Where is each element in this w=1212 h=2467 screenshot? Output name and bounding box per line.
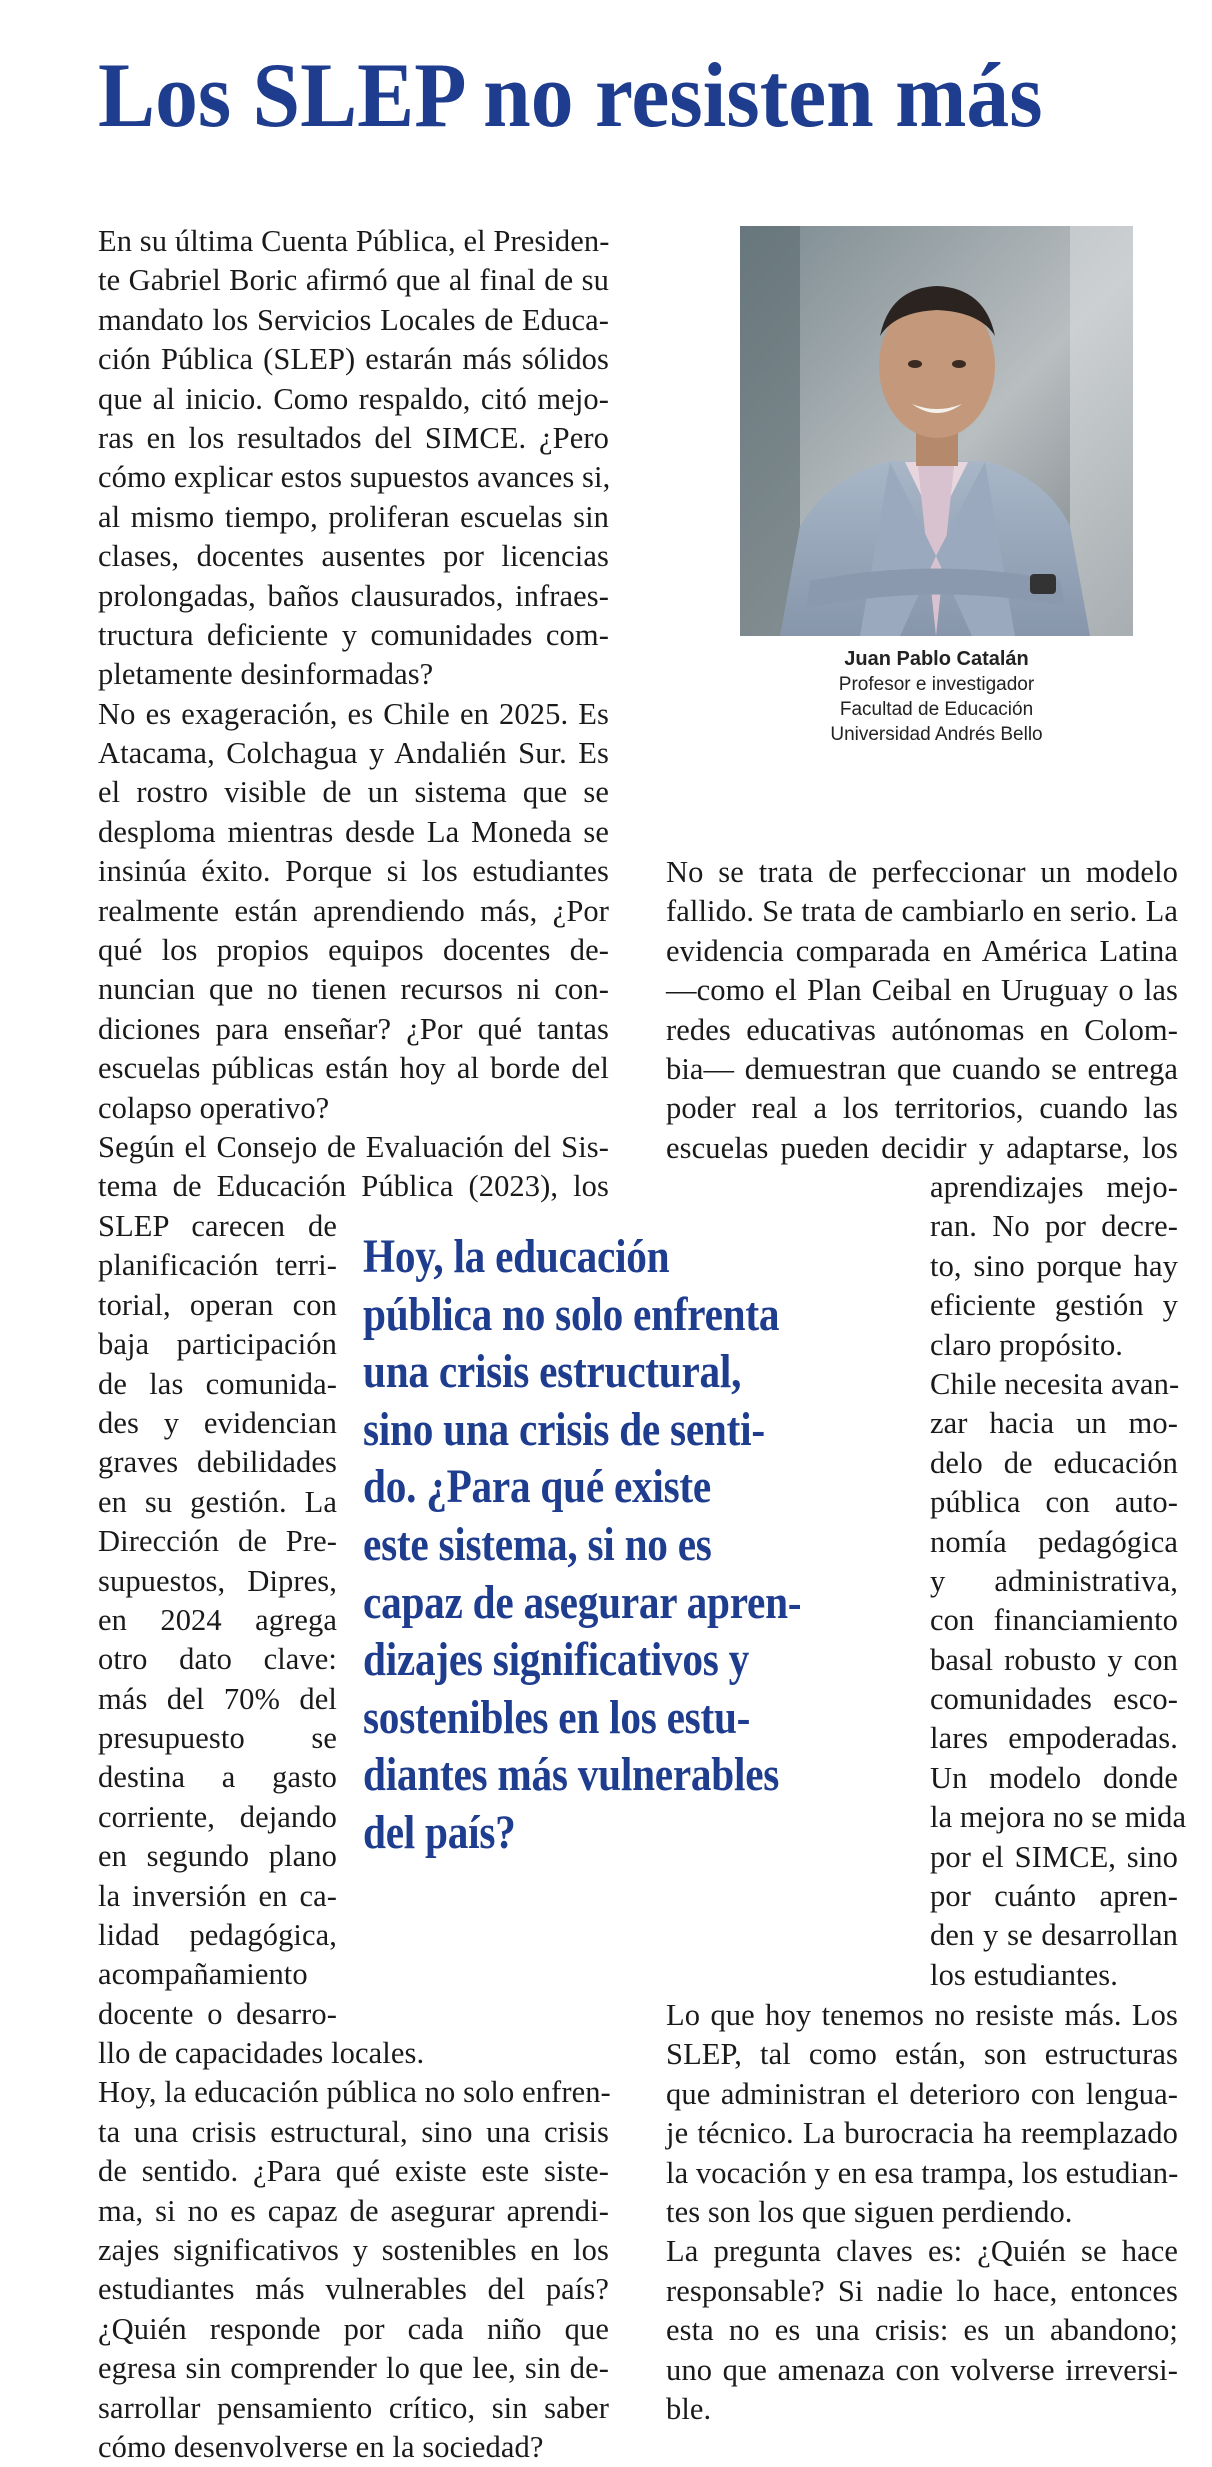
text-line: corriente, dejando	[98, 1799, 337, 1834]
text-line: por el SIMCE, sino	[930, 1839, 1178, 1874]
author-university: Universidad Andrés Bello	[830, 724, 1043, 745]
article-title: Los SLEP no resisten más	[98, 44, 1043, 146]
author-faculty: Facultad de Educación	[839, 699, 1034, 720]
text-line: escuelas pueden decidir y adaptarse, los	[666, 1130, 1178, 1165]
text-line: que al inicio. Como respaldo, citó mejo-	[98, 381, 609, 416]
text-line: de las comunida-	[98, 1366, 337, 1401]
text-line: evidencia comparada en América Latina	[666, 933, 1178, 968]
text-line: desploma mientras desde La Moneda se	[98, 814, 609, 849]
text-line: con financiamiento	[930, 1603, 1178, 1638]
column-2-bottom	[666, 1996, 1178, 2429]
text-line: al mismo tiempo, proliferan escuelas sin	[98, 499, 609, 534]
text-line: des y evidencian	[98, 1405, 337, 1440]
text-line: La pregunta claves es: ¿Quién se hace	[666, 2234, 1178, 2269]
text-line: por cuánto apren-	[930, 1879, 1178, 1914]
text-line: lidad pedagógica,	[98, 1918, 337, 1953]
column-1-top	[98, 222, 609, 1207]
text-line: y administrativa,	[930, 1563, 1178, 1598]
text-line: ran. No por decre-	[930, 1209, 1178, 1244]
text-line: Según el Consejo de Evaluación del Sis-	[98, 1129, 609, 1164]
text-line: sarrollar pensamiento crítico, sin saber	[98, 2390, 609, 2425]
text-line: aprendizajes mejo-	[930, 1170, 1178, 1204]
text-line: ción Pública (SLEP) estarán más sólidos	[98, 342, 609, 377]
text-line: de sentido. ¿Para qué existe este siste-	[98, 2154, 609, 2189]
text-line: clases, docentes ausentes por licencias	[98, 539, 609, 574]
text-line: llo de capacidades locales.	[98, 2036, 425, 2070]
text-line: estudiantes más vulnerables del país?	[98, 2272, 609, 2307]
text-line: uno que amenaza con volverse irreversi-	[666, 2352, 1178, 2387]
text-line: docente o desarro-	[98, 1996, 337, 2031]
pull-quote-line: diantes más vulnerables	[363, 1748, 780, 1802]
text-line: te Gabriel Boric afirmó que al final de su	[98, 263, 609, 298]
text-line: den y se desarrollan	[930, 1918, 1178, 1953]
text-line: supuestos, Dipres,	[98, 1563, 337, 1598]
text-line: en segundo plano	[98, 1839, 337, 1874]
text-line: la inversión en ca-	[98, 1878, 337, 1913]
text-line: basal robusto y con	[930, 1642, 1178, 1677]
text-line: mandato los Servicios Locales de Educa-	[98, 302, 609, 337]
pull-quote-line: capaz de asegurar apren-	[363, 1575, 802, 1629]
text-line: eficiente gestión y	[930, 1288, 1178, 1323]
text-line: más del 70% del	[98, 1681, 337, 1716]
text-line: zajes significativos y sostenibles en los	[98, 2232, 609, 2267]
text-line: bia— demuestran que cuando se entrega	[666, 1051, 1178, 1086]
pull-quote-line: sino una crisis de senti-	[363, 1402, 765, 1456]
text-line: cómo desenvolverse en la sociedad?	[98, 2429, 544, 2464]
text-line: No se trata de perfeccionar un modelo	[666, 855, 1178, 889]
text-line: en 2024 agrega	[98, 1602, 337, 1637]
text-line: ble.	[666, 2391, 712, 2426]
text-line: nuncian que no tienen recursos ni con-	[98, 972, 609, 1007]
text-line: ¿Quién responde por cada niño que	[98, 2311, 609, 2346]
column-2-narrow	[930, 1168, 1187, 1995]
text-line: los estudiantes.	[930, 1957, 1118, 1992]
text-line: SLEP carecen de	[98, 1209, 337, 1243]
text-line: redes educativas autónomas en Colom-	[666, 1012, 1178, 1047]
text-line: baja participación	[98, 1327, 337, 1362]
text-line: Lo que hoy tenemos no resiste más. Los	[666, 1998, 1178, 2032]
text-line: acompañamiento	[98, 1957, 308, 1992]
pull-quote-line: dizajes significativos y	[363, 1633, 749, 1687]
text-line: el rostro visible de un sistema que se	[98, 775, 609, 810]
text-line: Un modelo donde	[930, 1760, 1178, 1795]
column-2-top	[666, 853, 1178, 1168]
text-line: fallido. Se trata de cambiarlo en serio. La	[666, 894, 1178, 929]
text-line: prolongadas, baños clausurados, infraes-	[98, 578, 609, 613]
text-line: nomía pedagógica	[930, 1524, 1178, 1559]
text-line: to, sino porque hay	[930, 1248, 1178, 1283]
text-line: responsable? Si nadie lo hace, entonces	[666, 2273, 1178, 2308]
text-line: la vocación y en esa trampa, los estudian-	[666, 2155, 1179, 2190]
text-line: torial, operan con	[98, 1287, 337, 1322]
text-line: ras en los resultados del SIMCE. ¿Pero	[98, 420, 609, 455]
pull-quote-line: do. ¿Para qué existe	[363, 1460, 711, 1514]
text-line: Atacama, Colchagua y Andalién Sur. Es	[98, 736, 609, 771]
text-line: presupuesto se	[98, 1721, 337, 1756]
author-caption	[740, 646, 1133, 747]
text-line: realmente están aprendiendo más, ¿Por	[98, 893, 609, 928]
text-line: colapso operativo?	[98, 1090, 330, 1125]
text-line: Dirección de Pre-	[98, 1524, 337, 1559]
pull-quote	[363, 1228, 873, 1862]
text-line: No es exageración, es Chile en 2025. Es	[98, 696, 609, 731]
text-line: pletamente desinformadas?	[98, 657, 434, 692]
text-line: SLEP, tal como están, son estructuras	[666, 2037, 1178, 2072]
author-photo	[740, 226, 1133, 636]
text-line: graves debilidades	[98, 1445, 337, 1480]
text-line: Hoy, la educación pública no solo enfren-	[98, 2075, 611, 2110]
text-line: pública con auto-	[930, 1485, 1178, 1520]
text-line: escuelas públicas están hoy al borde del	[98, 1051, 609, 1086]
text-line: esta no es una crisis: es un abandono;	[666, 2313, 1178, 2348]
text-line: tructura deficiente y comunidades com-	[98, 617, 609, 652]
text-line: comunidades esco-	[930, 1682, 1178, 1717]
text-line: je técnico. La burocracia ha reemplazado	[666, 2116, 1178, 2151]
text-line: zar hacia un mo-	[930, 1406, 1178, 1441]
text-line: claro propósito.	[930, 1327, 1124, 1362]
pull-quote-line: una crisis estructural,	[363, 1345, 742, 1399]
text-line: qué los propios equipos docentes de-	[98, 933, 609, 968]
author-name: Juan Pablo Catalán	[844, 648, 1029, 670]
text-line: insinúa éxito. Porque si los estudiantes	[98, 854, 609, 889]
text-line: destina a gasto	[98, 1760, 337, 1795]
text-line: lares empoderadas.	[930, 1721, 1178, 1756]
text-line: otro dato clave:	[98, 1642, 337, 1677]
author-role: Profesor e investigador	[838, 674, 1035, 695]
text-line: ma, si no es capaz de asegurar aprendi-	[98, 2193, 609, 2228]
text-line: que administran el deterioro con lengua-	[666, 2076, 1178, 2111]
pull-quote-line: Hoy, la educación	[363, 1230, 670, 1283]
text-line: ta una crisis estructural, sino una crisis	[98, 2114, 609, 2149]
column-1-bottom	[98, 2034, 609, 2467]
text-line: —como el Plan Ceibal en Uruguay o las	[666, 973, 1178, 1008]
pull-quote-line: sostenibles en los estu-	[363, 1690, 751, 1744]
text-line: la mejora no se mida	[930, 1800, 1187, 1835]
text-line: diciones para enseñar? ¿Por qué tantas	[98, 1011, 609, 1046]
text-line: egresa sin comprender lo que lee, sin de-	[98, 2351, 609, 2386]
text-line: en su gestión. La	[98, 1484, 337, 1519]
text-line: cómo explicar estos supuestos avances si,	[98, 460, 611, 495]
text-line: Chile necesita avan-	[930, 1366, 1180, 1401]
text-line: En su última Cuenta Pública, el Presiden-	[98, 224, 610, 258]
author-portrait-illustration	[740, 226, 1133, 636]
pull-quote-line: del país?	[363, 1805, 516, 1859]
text-line: tema de Educación Pública (2023), los	[98, 1169, 609, 1204]
text-line: delo de educación	[930, 1445, 1178, 1480]
text-line: planificación terri-	[98, 1248, 337, 1283]
text-line: tes son los que siguen perdiendo.	[666, 2194, 1073, 2229]
pull-quote-line: pública no solo enfrenta	[363, 1287, 780, 1341]
text-line: poder real a los territorios, cuando las	[666, 1091, 1178, 1126]
column-1-narrow	[98, 1207, 337, 2034]
pull-quote-line: este sistema, si no es	[363, 1517, 712, 1571]
